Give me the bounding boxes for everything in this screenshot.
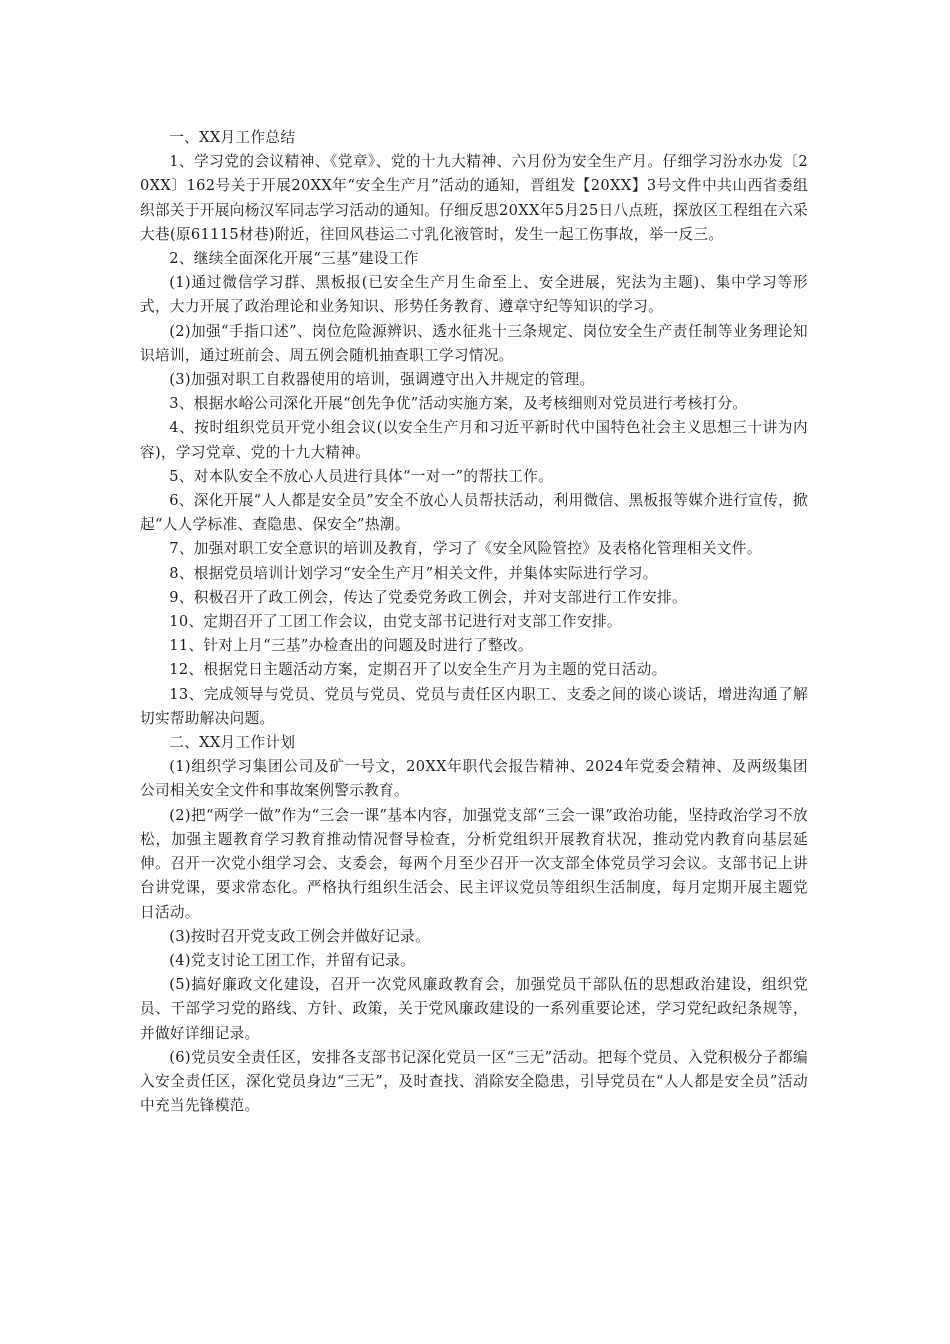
summary-item-5: 5、对本队安全不放心人员进行具体“一对一”的帮扶工作。 xyxy=(169,467,554,485)
plan-item-3: (3)按时召开党支政工例会并做好记录。 xyxy=(169,927,431,945)
summary-item-4: 4、按时组织党员开党小组会议(以安全生产月和习近平新时代中国特色社会主义思想三十讲为内容)，学习党章、党的十九大精神。 xyxy=(140,419,808,461)
section-heading-plan: 二、XX月工作计划 xyxy=(169,734,296,752)
summary-item-11: 11、针对上月“三基”办检查出的问题及时进行了整改。 xyxy=(169,637,533,655)
summary-item-12: 12、根据党日主题活动方案，定期召开了以安全生产月为主题的党日活动。 xyxy=(169,661,667,679)
plan-item-5: (5)搞好廉政文化建设，召开一次党风廉政教育会，加强党员干部队伍的思想政治建设，组织党员、干部学习党的路线、方针、政策，关于党风廉政建设的一系列重要论述，学习党纪政纪条规等，并做好详细记录。 xyxy=(140,976,808,1042)
summary-item-8: 8、根据党员培训计划学习“安全生产月”相关文件，并集体实际进行学习。 xyxy=(169,564,658,582)
plan-item-2: (2)把“两学一做”作为“三会一课”基本内容，加强党支部“三会一课”政治功能，坚持政治学习不放松，加强主题教育学习教育推动情况督导检查，分析党组织开展教育状况，推动党内教育向基层延伸。召开一次党小组学习会、支委会，每两个月至少召开一次支部全体党员学习会议。支部书记上讲台讲党课，要求常态化。严格执行组织生活会、民主评议党员等组织生活制度，每月定期开展主题党日活动。 xyxy=(140,806,808,921)
summary-item-1: 1、学习党的会议精神、《党章》、党的十九大精神、六月份为安全生产月。仔细学习汾水办发〔20XX〕162号关于开展20XX年“安全生产月”活动的通知，晋组发【20XX】3号文件中共山西省委组织部关于开展向杨汉军同志学习活动的通知。仔细反思20XX年5月25日八点班，探放区工程组在六采大巷(原61115材巷)附近，往回风巷运二寸乳化液管时，发生一起工伤事故，举一反三。 xyxy=(140,153,808,243)
summary-item-6: 6、深化开展“人人都是安全员”安全不放心人员帮扶活动，利用微信、黑板报等媒介进行宣传，掀起“人人学标准、查隐患、保安全”热潮。 xyxy=(140,492,808,534)
summary-subitem-1: (1)通过微信学习群、黑板报(已安全生产月生命至上、安全进展，宪法为主题)、集中学习等形式，大力开展了政治理论和业务知识、形势任务教育、遵章守纪等知识的学习。 xyxy=(140,274,808,316)
summary-item-3: 3、根据水峪公司深化开展“创先争优”活动实施方案，及考核细则对党员进行考核打分。 xyxy=(169,395,748,413)
summary-subitem-3: (3)加强对职工自救器使用的培训，强调遵守出入井规定的管理。 xyxy=(169,371,595,389)
summary-item-13: 13、完成领导与党员、党员与党员、党员与责任区内职工、支委之间的谈心谈话，增进沟通了解切实帮助解决问题。 xyxy=(140,685,808,727)
plan-item-4: (4)党支讨论工团工作，并留有记录。 xyxy=(169,951,416,969)
section-heading-summary: 一、XX月工作总结 xyxy=(169,129,296,146)
plan-item-6: (6)党员安全责任区，安排各支部书记深化党员一区“三无”活动。把每个党员、入党积极分子都编入安全责任区，深化党员身边“三无”，及时查找、消除安全隐患，引导党员在“人人都是安全员”活动中充当先锋模范。 xyxy=(140,1048,808,1115)
plan-item-1: (1)组织学习集团公司及矿一号文，20XX年职代会报告精神、2024年党委会精神、及两级集团公司相关安全文件和事故案例警示教育。 xyxy=(140,758,808,800)
summary-subitem-2: (2)加强“手指口述”、岗位危险源辨识、透水征兆十三条规定、岗位安全生产责任制等业务理论知识培训，通过班前会、周五例会随机抽查职工学习情况。 xyxy=(140,322,808,364)
document-body xyxy=(140,126,808,1118)
summary-item-7: 7、加强对职工安全意识的培训及教育，学习了《安全风险管控》及表格化管理相关文件。 xyxy=(169,540,762,558)
summary-item-9: 9、积极召开了政工例会，传达了党委党务政工例会，并对支部进行工作安排。 xyxy=(169,588,687,606)
summary-item-10: 10、定期召开了工团工作会议，由党支部书记进行对支部工作安排。 xyxy=(169,613,622,631)
summary-item-2: 2、继续全面深化开展“三基”建设工作 xyxy=(169,250,419,268)
